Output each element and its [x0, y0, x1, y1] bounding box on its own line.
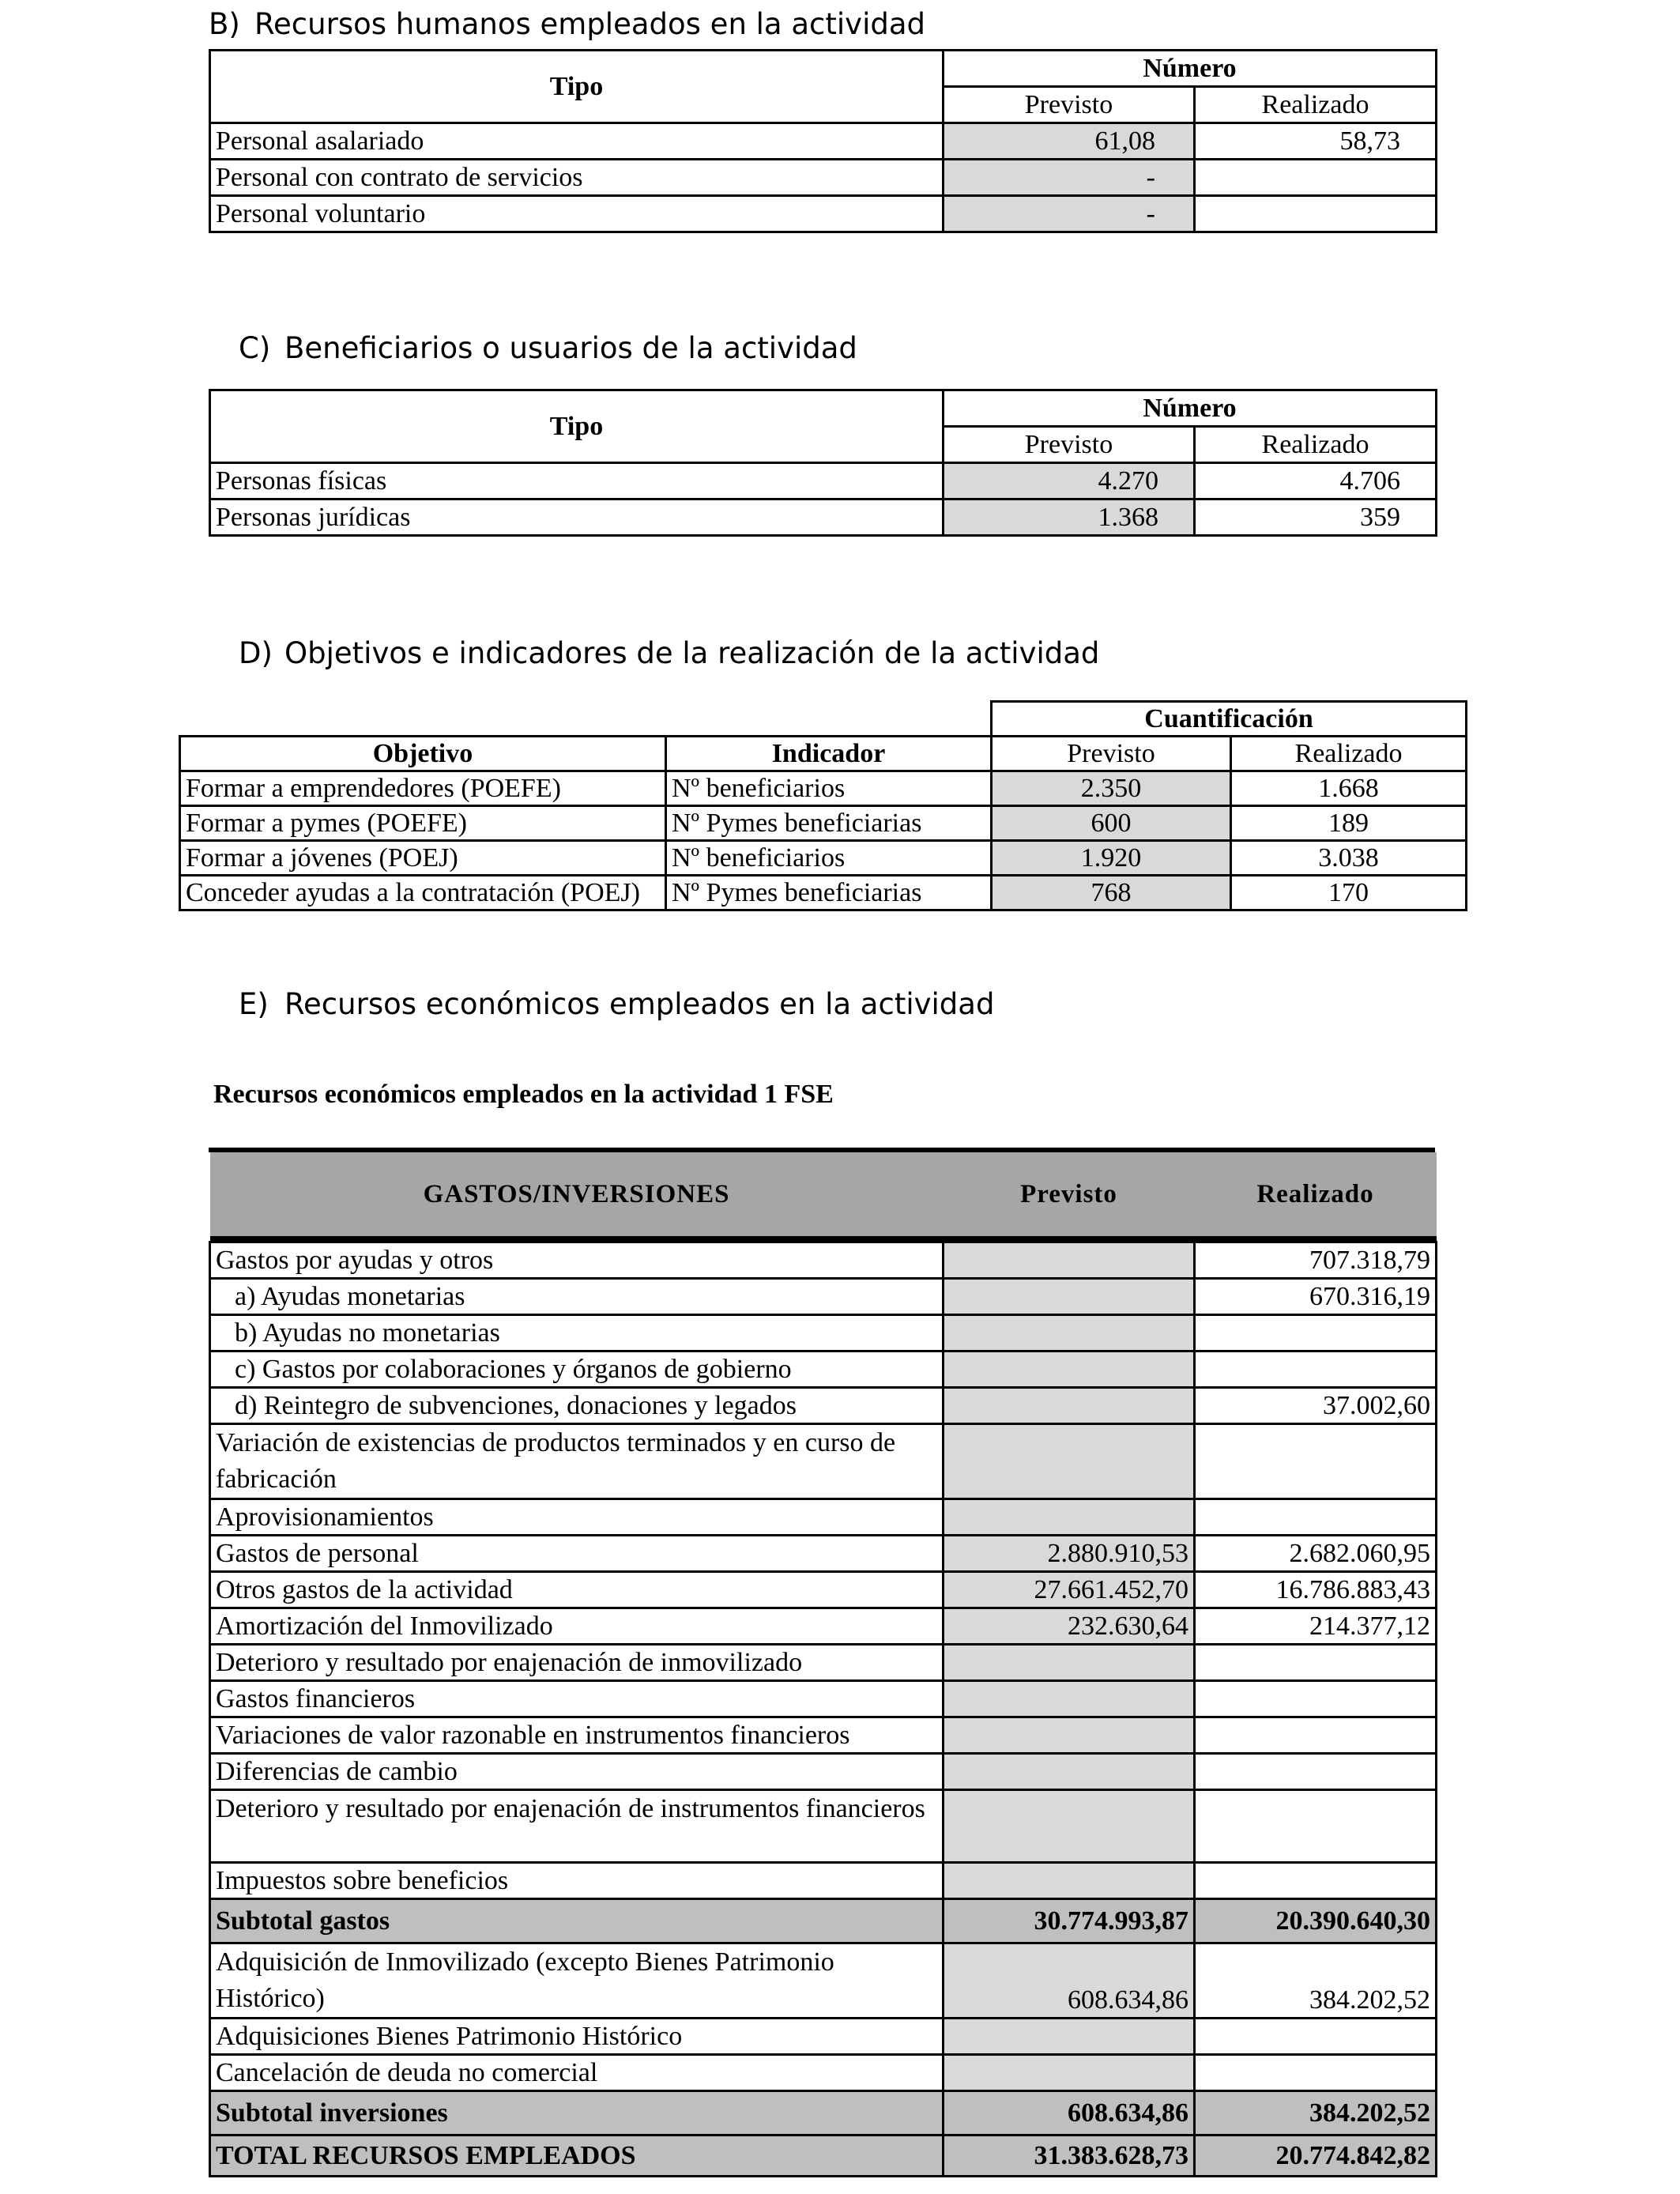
cell-previsto	[944, 1279, 1195, 1315]
table-row	[210, 1645, 1437, 1681]
table-row	[210, 1572, 1437, 1608]
header-bottom-rule	[210, 1236, 1437, 1242]
table-row	[180, 876, 1467, 910]
cell-concepto: Aprovisionamientos	[210, 1499, 944, 1536]
table-row	[210, 1351, 1437, 1388]
cell-previsto	[944, 1717, 1195, 1754]
table-row	[210, 160, 1437, 196]
cell-indicador: Nº beneficiarios	[666, 841, 992, 876]
table-row	[180, 771, 1467, 806]
section-b-table	[209, 49, 1437, 233]
table-row	[210, 196, 1437, 232]
cell-concepto: Otros gastos de la actividad	[210, 1572, 944, 1608]
section-e-heading: Recursos económicos empleados en la actividad	[284, 987, 995, 1021]
cell-realizado: 1.668	[1231, 771, 1467, 806]
cell-previsto: 1.920	[992, 841, 1231, 876]
header-previsto: Previsto	[944, 427, 1195, 463]
table-row	[180, 841, 1467, 876]
header-realizado: Realizado	[1195, 1152, 1437, 1236]
cell-concepto: Gastos por ayudas y otros	[210, 1242, 944, 1279]
cell-concepto: Variaciones de valor razonable en instrumentos financieros	[210, 1717, 944, 1754]
cell-realizado	[1195, 2055, 1437, 2091]
table-row	[210, 1681, 1437, 1717]
cell-tipo: Personas físicas	[210, 463, 944, 499]
cell-previsto: 608.634,86	[944, 1943, 1195, 2019]
cell-realizado: 58,73	[1195, 123, 1437, 160]
header-previsto: Previsto	[944, 1152, 1195, 1236]
table-row	[210, 499, 1437, 536]
header-realizado: Realizado	[1195, 427, 1437, 463]
cell-tipo: Personal asalariado	[210, 123, 944, 160]
cell-concepto: Impuestos sobre beneficios	[210, 1863, 944, 1899]
table-row	[210, 463, 1437, 499]
cell-previsto	[944, 1424, 1195, 1499]
section-e-letter: E)	[239, 987, 269, 1021]
cell-realizado: 20.774.842,82	[1195, 2136, 1437, 2177]
cell-concepto: Adquisiciones Bienes Patrimonio Histórico	[210, 2019, 944, 2055]
header-previsto: Previsto	[992, 737, 1231, 771]
cell-concepto: Subtotal gastos	[210, 1899, 944, 1943]
table-row	[210, 1499, 1437, 1536]
table-row	[210, 2055, 1437, 2091]
cell-realizado: 189	[1231, 806, 1467, 841]
cell-realizado: 707.318,79	[1195, 1242, 1437, 1279]
table-row	[210, 1424, 1437, 1499]
cell-previsto: 27.661.452,70	[944, 1572, 1195, 1608]
cell-indicador: Nº Pymes beneficiarias	[666, 806, 992, 841]
section-e-subtitle: Recursos económicos empleados en la actividad 1 FSE	[213, 1080, 834, 1109]
subtotal-row	[210, 2091, 1437, 2136]
header-gastos: GASTOS/INVERSIONES	[210, 1152, 944, 1236]
cell-concepto: b) Ayudas no monetarias	[210, 1315, 944, 1351]
section-e-table	[209, 1152, 1437, 2177]
cell-realizado: 170	[1231, 876, 1467, 910]
cell-realizado	[1195, 1424, 1437, 1499]
cell-previsto: 768	[992, 876, 1231, 910]
cell-previsto	[944, 1388, 1195, 1424]
cell-objetivo: Formar a emprendedores (POEFE)	[180, 771, 666, 806]
header-realizado: Realizado	[1231, 737, 1467, 771]
section-c-heading: Beneficiarios o usuarios de la actividad	[284, 331, 857, 365]
cell-previsto	[944, 2019, 1195, 2055]
section-c-letter: C)	[239, 331, 271, 365]
cell-previsto: 1.368	[944, 499, 1195, 536]
cell-previsto	[944, 1499, 1195, 1536]
section-e-title	[239, 987, 995, 1021]
cell-realizado	[1195, 196, 1437, 232]
section-d-letter: D)	[239, 636, 273, 670]
cell-previsto: 31.383.628,73	[944, 2136, 1195, 2177]
cell-previsto: 608.634,86	[944, 2091, 1195, 2136]
cell-realizado: 214.377,12	[1195, 1608, 1437, 1645]
cell-realizado	[1195, 1499, 1437, 1536]
cell-concepto: Gastos de personal	[210, 1536, 944, 1572]
cell-realizado: 359	[1195, 499, 1437, 536]
cell-realizado	[1195, 1863, 1437, 1899]
cell-indicador: Nº Pymes beneficiarias	[666, 876, 992, 910]
cell-realizado: 384.202,52	[1195, 2091, 1437, 2136]
cell-concepto: Gastos financieros	[210, 1681, 944, 1717]
cell-realizado: 16.786.883,43	[1195, 1572, 1437, 1608]
header-tipo: Tipo	[210, 51, 944, 123]
cell-previsto: -	[944, 160, 1195, 196]
header-indicador: Indicador	[666, 737, 992, 771]
table-row	[210, 1608, 1437, 1645]
cell-previsto	[944, 1754, 1195, 1790]
header-tipo: Tipo	[210, 390, 944, 463]
cell-realizado: 37.002,60	[1195, 1388, 1437, 1424]
cell-realizado: 670.316,19	[1195, 1279, 1437, 1315]
cell-previsto: 30.774.993,87	[944, 1899, 1195, 1943]
cell-concepto: c) Gastos por colaboraciones y órganos de gobierno	[210, 1351, 944, 1388]
cell-concepto: Amortización del Inmovilizado	[210, 1608, 944, 1645]
cell-realizado	[1195, 1315, 1437, 1351]
table-row	[210, 1863, 1437, 1899]
cell-previsto: 2.350	[992, 771, 1231, 806]
cell-concepto: Deterioro y resultado por enajenación de instrumentos financieros	[210, 1790, 944, 1863]
header-previsto: Previsto	[944, 87, 1195, 123]
table-header	[210, 1152, 1437, 1236]
table-row	[210, 1754, 1437, 1790]
cell-previsto	[944, 1351, 1195, 1388]
cell-objetivo: Conceder ayudas a la contratación (POEJ)	[180, 876, 666, 910]
table-row	[210, 1790, 1437, 1863]
cell-previsto: 61,08	[944, 123, 1195, 160]
section-b-heading: Recursos humanos empleados en la actividad	[254, 7, 925, 41]
table-row	[180, 806, 1467, 841]
cell-realizado	[1195, 160, 1437, 196]
cell-realizado	[1195, 1645, 1437, 1681]
cell-objetivo: Formar a jóvenes (POEJ)	[180, 841, 666, 876]
table-row	[210, 1536, 1437, 1572]
table-row	[210, 1279, 1437, 1315]
cell-realizado: 2.682.060,95	[1195, 1536, 1437, 1572]
section-b-letter: B)	[209, 7, 240, 41]
cell-concepto: d) Reintegro de subvenciones, donaciones y legados	[210, 1388, 944, 1424]
header-numero: Número	[944, 390, 1437, 427]
cell-realizado	[1195, 1717, 1437, 1754]
cell-previsto: 600	[992, 806, 1231, 841]
cell-previsto	[944, 1315, 1195, 1351]
cell-realizado	[1195, 1351, 1437, 1388]
cell-realizado	[1195, 1790, 1437, 1863]
cell-realizado: 4.706	[1195, 463, 1437, 499]
section-b-title	[209, 9, 925, 39]
header-cuantificacion: Cuantificación	[992, 702, 1467, 737]
cell-previsto: 2.880.910,53	[944, 1536, 1195, 1572]
cell-concepto: Deterioro y resultado por enajenación de inmovilizado	[210, 1645, 944, 1681]
table-row	[210, 1242, 1437, 1279]
cell-previsto: 4.270	[944, 463, 1195, 499]
table-row	[210, 1943, 1437, 2019]
cell-previsto	[944, 1790, 1195, 1863]
cell-previsto	[944, 1645, 1195, 1681]
table-row	[210, 1315, 1437, 1351]
section-d-table	[179, 700, 1467, 911]
cell-tipo: Personal con contrato de servicios	[210, 160, 944, 196]
header-realizado: Realizado	[1195, 87, 1437, 123]
total-row	[210, 2136, 1437, 2177]
cell-previsto: -	[944, 196, 1195, 232]
section-d-title	[239, 636, 1100, 670]
cell-indicador: Nº beneficiarios	[666, 771, 992, 806]
header-objetivo: Objetivo	[180, 737, 666, 771]
cell-concepto: Subtotal inversiones	[210, 2091, 944, 2136]
table-row	[210, 2019, 1437, 2055]
cell-realizado	[1195, 1681, 1437, 1717]
cell-concepto: a) Ayudas monetarias	[210, 1279, 944, 1315]
cell-previsto	[944, 1242, 1195, 1279]
cell-concepto: Diferencias de cambio	[210, 1754, 944, 1790]
table-row	[210, 1388, 1437, 1424]
cell-objetivo: Formar a pymes (POEFE)	[180, 806, 666, 841]
cell-concepto: Variación de existencias de productos terminados y en curso de fabricación	[210, 1424, 944, 1499]
cell-tipo: Personas jurídicas	[210, 499, 944, 536]
cell-previsto	[944, 1681, 1195, 1717]
header-numero: Número	[944, 51, 1437, 87]
section-c-table	[209, 389, 1437, 537]
cell-realizado: 20.390.640,30	[1195, 1899, 1437, 1943]
cell-concepto: TOTAL RECURSOS EMPLEADOS	[210, 2136, 944, 2177]
cell-previsto	[944, 2055, 1195, 2091]
cell-previsto: 232.630,64	[944, 1608, 1195, 1645]
cell-concepto: Cancelación de deuda no comercial	[210, 2055, 944, 2091]
cell-realizado: 3.038	[1231, 841, 1467, 876]
table-row	[210, 1717, 1437, 1754]
cell-tipo: Personal voluntario	[210, 196, 944, 232]
cell-realizado: 384.202,52	[1195, 1943, 1437, 2019]
subtotal-row	[210, 1899, 1437, 1943]
section-c-title	[239, 331, 857, 365]
cell-realizado	[1195, 1754, 1437, 1790]
cell-previsto	[944, 1863, 1195, 1899]
cell-realizado	[1195, 2019, 1437, 2055]
section-d-heading: Objetivos e indicadores de la realización de la actividad	[284, 636, 1100, 670]
cell-concepto: Adquisición de Inmovilizado (excepto Bienes Patrimonio Histórico)	[210, 1943, 944, 2019]
table-row	[210, 123, 1437, 160]
